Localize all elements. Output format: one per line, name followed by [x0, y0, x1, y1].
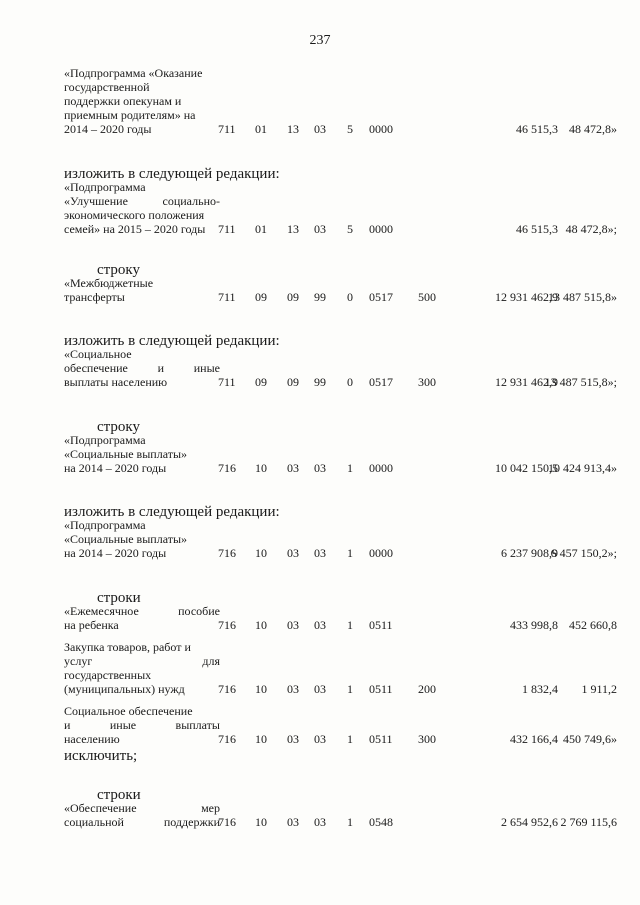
- amount-2015: 2 654 952,6: [501, 815, 558, 829]
- line-item-name-line: государственных: [64, 668, 152, 682]
- line-item-name-line: «Подпрограмма: [64, 180, 146, 194]
- amount-2016: 13 487 515,8»: [548, 290, 617, 304]
- expense-type-code: 500: [418, 290, 436, 304]
- ministry-code: 716: [218, 682, 236, 696]
- subsection-code: 09: [287, 290, 299, 304]
- subprogram-code: 5: [347, 222, 353, 236]
- amount-2015: 46 515,3: [516, 122, 558, 136]
- line-item-name-line: социальной поддержки: [64, 815, 220, 829]
- subprogram-code: 5: [347, 122, 353, 136]
- line-item-name-line: семей» на 2015 – 2020 годы: [64, 222, 206, 236]
- subsection-code: 03: [287, 682, 299, 696]
- subprogram-code: 1: [347, 461, 353, 475]
- line-item-name: [64, 347, 220, 389]
- line-item-name-line: обеспечение и иные: [64, 361, 220, 375]
- subsection-code: 03: [287, 815, 299, 829]
- direction-code: 0511: [369, 682, 393, 696]
- subprogram-code: 0: [347, 290, 353, 304]
- section-code: 09: [255, 290, 267, 304]
- line-item-name-line: Закупка товаров, работ и: [64, 640, 191, 654]
- line-item-name-line: «Социальные выплаты»: [64, 532, 188, 546]
- ministry-code: 716: [218, 618, 236, 632]
- amount-2015: 433 998,8: [510, 618, 558, 632]
- line-item-name-line: 2014 – 2020 годы: [64, 122, 152, 136]
- line-item-name-line: поддержки опекунам и: [64, 94, 182, 108]
- instruction-text: строки: [97, 590, 141, 606]
- line-item-name-line: и иные выплаты: [64, 718, 220, 732]
- amount-2015: 1 832,4: [522, 682, 558, 696]
- line-item-name-line: «Социальное: [64, 347, 132, 361]
- ministry-code: 716: [218, 461, 236, 475]
- ministry-code: 711: [218, 122, 236, 136]
- amount-2015: 6 237 908,9: [501, 546, 558, 560]
- subprogram-code: 1: [347, 618, 353, 632]
- instruction-text: изложить в следующей редакции:: [64, 166, 280, 182]
- instruction-text: исключить;: [64, 748, 138, 764]
- amount-2015: 12 931 462,9: [495, 290, 558, 304]
- line-item-name: [64, 433, 220, 475]
- subsection-code: 03: [287, 546, 299, 560]
- expense-type-code: 200: [418, 682, 436, 696]
- direction-code: 0517: [369, 375, 393, 389]
- section-code: 09: [255, 375, 267, 389]
- line-item-name-line: услуг для: [64, 654, 220, 668]
- subsection-code: 13: [287, 222, 299, 236]
- section-code: 01: [255, 122, 267, 136]
- ministry-code: 716: [218, 732, 236, 746]
- subprogram-code: 0: [347, 375, 353, 389]
- ministry-code: 711: [218, 290, 236, 304]
- line-item-name: [64, 604, 220, 632]
- program-code: 03: [314, 222, 326, 236]
- direction-code: 0511: [369, 618, 393, 632]
- program-code: 03: [314, 815, 326, 829]
- page-number: 237: [309, 33, 331, 48]
- section-code: 10: [255, 618, 267, 632]
- amount-2016: 13 487 515,8»;: [544, 375, 617, 389]
- subsection-code: 03: [287, 461, 299, 475]
- expense-type-code: 300: [418, 375, 436, 389]
- section-code: 10: [255, 732, 267, 746]
- program-code: 03: [314, 682, 326, 696]
- section-code: 10: [255, 815, 267, 829]
- line-item-name-line: (муниципальных) нужд: [64, 682, 185, 696]
- ministry-code: 711: [218, 222, 236, 236]
- ministry-code: 716: [218, 546, 236, 560]
- amount-2016: 450 749,6»: [563, 732, 617, 746]
- line-item-name-line: «Обеспечение мер: [64, 801, 220, 815]
- instruction-text: строку: [97, 262, 140, 278]
- line-item-name: [64, 704, 220, 746]
- line-item-name-line: выплаты населению: [64, 375, 168, 389]
- line-item-name-line: на 2014 – 2020 годы: [64, 461, 167, 475]
- instruction-text: изложить в следующей редакции:: [64, 333, 280, 349]
- amount-2016: 1 911,2: [581, 682, 617, 696]
- ministry-code: 711: [218, 375, 236, 389]
- program-code: 99: [314, 290, 326, 304]
- subprogram-code: 1: [347, 815, 353, 829]
- instruction-text: строки: [97, 787, 141, 803]
- subprogram-code: 1: [347, 732, 353, 746]
- line-item-name-line: «Подпрограмма: [64, 433, 146, 447]
- line-item-name: [64, 518, 220, 560]
- amount-2016: 10 424 913,4»: [548, 461, 617, 475]
- program-code: 03: [314, 732, 326, 746]
- line-item-name-line: на 2014 – 2020 годы: [64, 546, 167, 560]
- amount-2015: 432 166,4: [510, 732, 558, 746]
- subsection-code: 09: [287, 375, 299, 389]
- amount-2015: 10 042 150,5: [495, 461, 558, 475]
- program-code: 03: [314, 546, 326, 560]
- program-code: 99: [314, 375, 326, 389]
- line-item-name-line: государственной: [64, 80, 150, 94]
- line-item-name: [64, 801, 220, 829]
- amount-2016: 6 457 150,2»;: [550, 546, 617, 560]
- instruction-text: изложить в следующей редакции:: [64, 504, 280, 520]
- line-item-name-line: «Межбюджетные: [64, 276, 154, 290]
- direction-code: 0517: [369, 290, 393, 304]
- line-item-name-line: приемным родителям» на: [64, 108, 196, 122]
- line-item-name: [64, 640, 220, 696]
- section-code: 01: [255, 222, 267, 236]
- section-code: 10: [255, 682, 267, 696]
- direction-code: 0511: [369, 732, 393, 746]
- amount-2016: 452 660,8: [569, 618, 617, 632]
- amount-2016: 48 472,8»;: [565, 222, 617, 236]
- direction-code: 0000: [369, 461, 393, 475]
- line-item-name-line: «Подпрограмма «Оказание: [64, 66, 203, 80]
- line-item-name-line: Социальное обеспечение: [64, 704, 193, 718]
- amount-2015: 12 931 462,9: [495, 375, 558, 389]
- line-item-name-line: «Подпрограмма: [64, 518, 146, 532]
- expense-type-code: 300: [418, 732, 436, 746]
- line-item-name-line: «Социальные выплаты»: [64, 447, 188, 461]
- subprogram-code: 1: [347, 546, 353, 560]
- line-item-name-line: «Улучшение социально-: [64, 194, 220, 208]
- direction-code: 0000: [369, 222, 393, 236]
- program-code: 03: [314, 461, 326, 475]
- section-code: 10: [255, 461, 267, 475]
- subsection-code: 03: [287, 732, 299, 746]
- subsection-code: 13: [287, 122, 299, 136]
- section-code: 10: [255, 546, 267, 560]
- amount-2016: 2 769 115,6: [560, 815, 617, 829]
- subprogram-code: 1: [347, 682, 353, 696]
- ministry-code: 716: [218, 815, 236, 829]
- line-item-name-line: трансферты: [64, 290, 125, 304]
- instruction-text: строку: [97, 419, 140, 435]
- amount-2016: 48 472,8»: [569, 122, 617, 136]
- program-code: 03: [314, 618, 326, 632]
- line-item-name-line: на ребенка: [64, 618, 119, 632]
- line-item-name: [64, 66, 220, 136]
- direction-code: 0000: [369, 122, 393, 136]
- line-item-name: [64, 276, 220, 304]
- program-code: 03: [314, 122, 326, 136]
- line-item-name-line: населению: [64, 732, 120, 746]
- direction-code: 0548: [369, 815, 393, 829]
- subsection-code: 03: [287, 618, 299, 632]
- line-item-name-line: экономического положения: [64, 208, 205, 222]
- line-item-name-line: «Ежемесячное пособие: [64, 604, 220, 618]
- amount-2015: 46 515,3: [516, 222, 558, 236]
- direction-code: 0000: [369, 546, 393, 560]
- line-item-name: [64, 180, 220, 236]
